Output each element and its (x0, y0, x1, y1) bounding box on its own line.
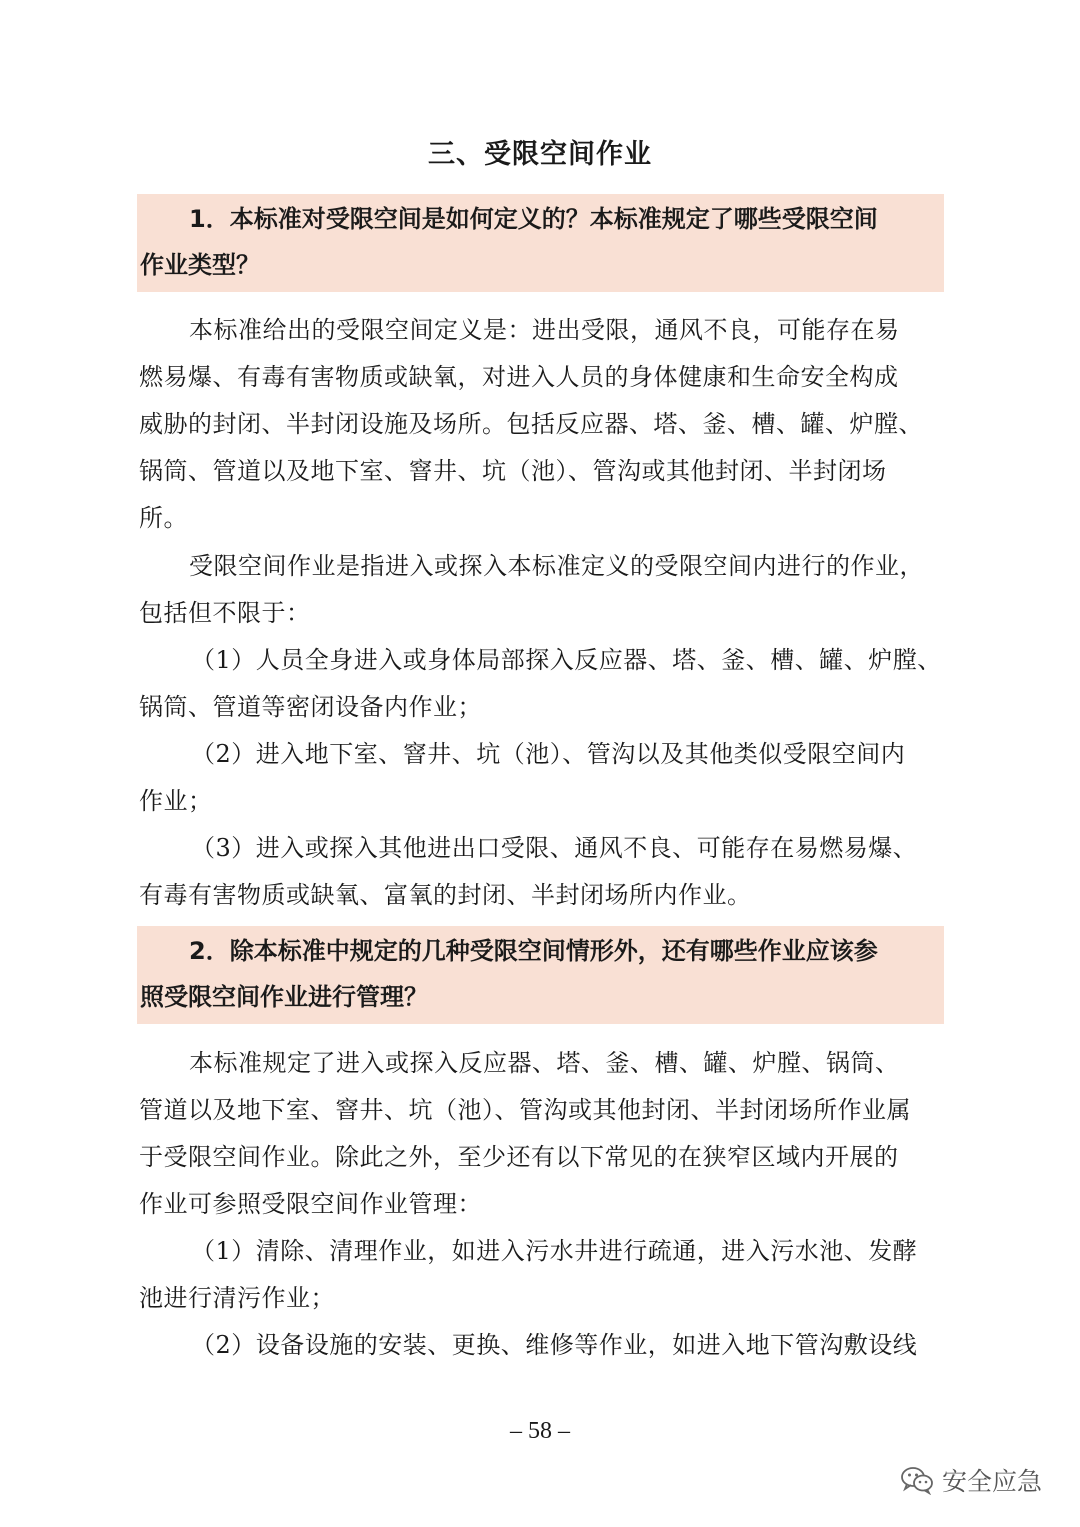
page-number: – 58 – (510, 1418, 570, 1444)
question-1-box (137, 194, 944, 292)
answer-1-paragraph-1 (139, 307, 959, 542)
text-line: 本标准规定了进入或探入反应器、塔、釜、槽、罐、炉膛、锅筒、 (189, 1049, 900, 1077)
watermark-text: 安全应急 (942, 1467, 1043, 1496)
list-item-line: （3）进入或探入其他进出口受限、通风不良、可能存在易燃易爆、 (191, 834, 918, 862)
list-item-line: （1）人员全身进入或身体局部探入反应器、塔、釜、槽、罐、炉膛、 (191, 646, 942, 674)
answer-1-paragraph-2 (139, 543, 959, 637)
answer-2-paragraph (139, 1040, 959, 1228)
list-item-line: （2）设备设施的安装、更换、维修等作业，如进入地下管沟敷设线 (191, 1331, 918, 1359)
question-2-line-1: 2．除本标准中规定的几种受限空间情形外，还有哪些作业应该参 (189, 937, 878, 965)
answer-2-list (139, 1228, 959, 1369)
text-line: 于受限空间作业。除此之外，至少还有以下常见的在狭窄区域内开展的 (139, 1143, 899, 1171)
list-item-line: 锅筒、管道等密闭设备内作业； (139, 693, 482, 721)
section-title: 三、受限空间作业 (428, 139, 652, 170)
question-2-line-2: 照受限空间作业进行管理？ (140, 983, 428, 1011)
list-item-line: （1）清除、清理作业，如进入污水井进行疏通，进入污水池、发酵 (191, 1237, 918, 1265)
question-1-line-2: 作业类型？ (140, 251, 260, 279)
list-item-line: 池进行清污作业； (139, 1284, 335, 1312)
text-line: 管道以及地下室、窨井、坑（池）、管沟或其他封闭、半封闭场所作业属 (139, 1096, 911, 1124)
text-line: 受限空间作业是指进入或探入本标准定义的受限空间内进行的作业， (189, 552, 924, 580)
text-line: 所。 (139, 504, 188, 532)
answer-1-list (139, 637, 959, 919)
question-1-line-1: 1．本标准对受限空间是如何定义的？本标准规定了哪些受限空间 (189, 205, 878, 233)
text-line: 本标准给出的受限空间定义是：进出受限，通风不良，可能存在易 (189, 316, 900, 344)
text-line: 作业可参照受限空间作业管理： (139, 1190, 482, 1218)
text-line: 锅筒、管道以及地下室、窨井、坑（池）、管沟或其他封闭、半封闭场 (139, 457, 887, 485)
list-item-line: 有毒有害物质或缺氧、富氧的封闭、半封闭场所内作业。 (139, 881, 752, 909)
watermark (900, 1460, 1042, 1500)
wechat-icon (900, 1465, 934, 1495)
list-item-line: 作业； (139, 787, 213, 815)
question-2-box (137, 926, 944, 1024)
text-line: 威胁的封闭、半封闭设施及场所。包括反应器、塔、釜、槽、罐、炉膛、 (139, 410, 923, 438)
text-line: 燃易爆、有毒有害物质或缺氧，对进入人员的身体健康和生命安全构成 (139, 363, 899, 391)
list-item-line: （2）进入地下室、窨井、坑（池）、管沟以及其他类似受限空间内 (191, 740, 906, 768)
text-line: 包括但不限于： (139, 599, 311, 627)
